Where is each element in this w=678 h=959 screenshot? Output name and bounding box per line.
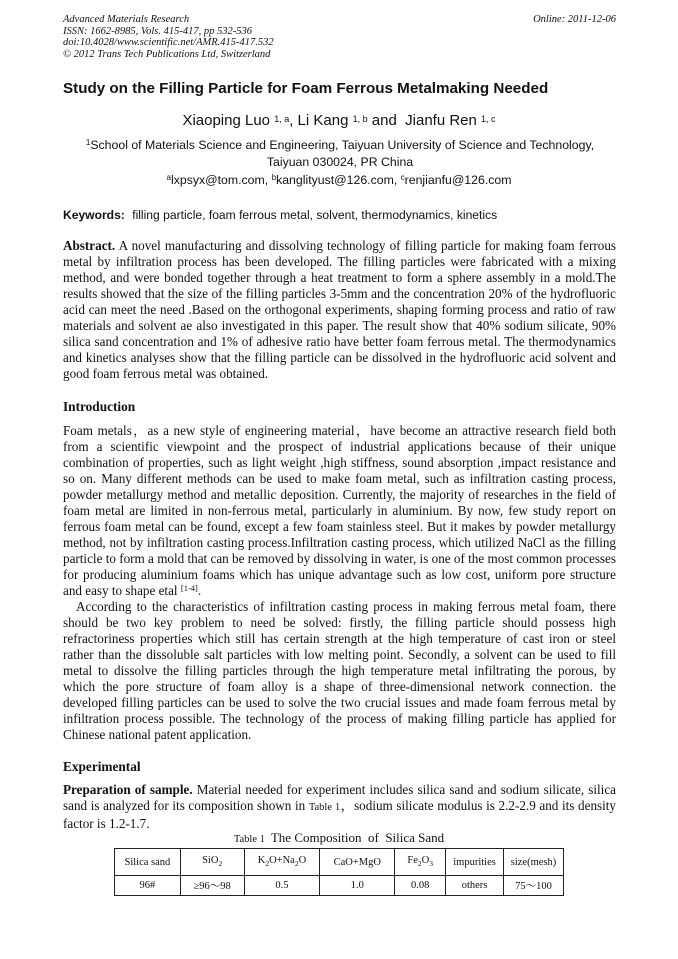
copyright-line: © 2012 Trans Tech Publications Ltd, Switzerland xyxy=(63,48,271,60)
table-reference[interactable]: Table 1 xyxy=(308,802,341,814)
preparation-text: Material needed for experiment includes silica sand and sodium silicate, silica sand is analyzed for its composition shown in xyxy=(63,782,616,814)
table-header-cell: size(mesh) xyxy=(504,849,564,876)
email-mark: c xyxy=(400,173,405,182)
author-name: Li Kang xyxy=(297,112,349,129)
email-separator: , xyxy=(393,173,401,187)
issn-line: ISSN: 1662-8985, Vols. 415-417, pp 532-536 xyxy=(63,25,252,37)
section-heading-experimental: Experimental xyxy=(63,759,141,774)
keywords xyxy=(63,208,616,222)
email-mark: b xyxy=(271,173,277,182)
author-separator: and xyxy=(367,112,406,129)
author-name: Jianfu Ren xyxy=(405,112,477,129)
keywords-label: Keywords: xyxy=(63,208,125,222)
table-number: Table 1 xyxy=(233,834,265,845)
table-cell: 1.0 xyxy=(320,876,395,896)
table-header-cell: impurities xyxy=(446,849,504,876)
affiliation xyxy=(80,138,600,170)
journal-header xyxy=(63,14,616,60)
sentence-end: . xyxy=(197,583,202,599)
affiliation-text: School of Materials Science and Engineering, Taiyuan University of Science and Technology, Taiyuan 030024, PR China xyxy=(90,138,595,169)
table-caption-text: The Composition of Silica Sand xyxy=(270,830,445,845)
email-mark: a xyxy=(166,173,171,182)
email-list xyxy=(0,173,678,187)
table-header-cell: Silica sand xyxy=(115,849,181,876)
table-header-cell-sio2: SiO$_2$ xyxy=(180,849,244,876)
author-name: Xiaoping Luo xyxy=(182,112,271,129)
table-cell: ≥96～98 xyxy=(180,876,244,896)
author-list xyxy=(0,112,678,129)
table-header-cell-fe2o3: $Fe_2O_3$ xyxy=(395,849,446,876)
citation-ref[interactable]: [1-4] xyxy=(180,583,198,594)
email-link[interactable]: renjianfu@126.com xyxy=(404,173,512,187)
author-affil-mark: 1, a xyxy=(274,114,290,124)
section-heading-introduction: Introduction xyxy=(63,399,136,414)
intro-paragraph-2: According to the characteristics of infiltration casting process in making ferrous metal foam, there should be two key problem to need be solved: firstly, the filling particle should possess high refractoriness properties which still has certain strength at the high temperature of cast iron or steel rather than the dissoluble salt particles with low melting point. Secondly, a solvent can be used to fill metal to dissolve the filling particles through the high temperature metal infiltrating the porous, by which the pore structure of foam alloy is a shape of three-dimensional network connection. the developed filling particles can be used to solve the two crucial issues and made foam ferrous metal by infiltration process possible. The technology of the process of making filling particle has applied for Chinese national patent application. xyxy=(63,599,616,743)
table-caption xyxy=(0,830,678,846)
doi-line: doi:10.4028/www.scientific.net/AMR.415-417.532 xyxy=(63,37,274,49)
paper-title: Study on the Filling Particle for Foam Ferrous Metalmaking Needed xyxy=(63,80,549,97)
abstract-label: Abstract. xyxy=(63,238,116,253)
table-cell: 96# xyxy=(115,876,181,896)
journal-name: Advanced Materials Research xyxy=(63,14,190,25)
author-affil-mark: 1, c xyxy=(481,114,496,124)
email-link[interactable]: lxpsyx@tom.com xyxy=(170,173,265,187)
table-row xyxy=(115,876,564,896)
abstract xyxy=(63,238,616,382)
email-link[interactable]: kanglityust@126.com xyxy=(276,173,394,187)
preparation-label: Preparation of sample. xyxy=(63,782,193,797)
table-header-cell-k2o-na2o: $K_2O+Na_2O$ xyxy=(244,849,320,876)
affiliation-mark: 1 xyxy=(85,138,91,147)
email-separator: , xyxy=(264,173,272,187)
online-date: Online: 2011-12-06 xyxy=(533,14,616,25)
table-cell: 0.5 xyxy=(244,876,320,896)
table-header-row xyxy=(115,849,564,876)
author-affil-mark: 1, b xyxy=(352,114,368,124)
abstract-text: A novel manufacturing and dissolving technology of filling particle for making foam ferrous metal by infiltration process has been developed. The filling particles were fabricated with a mixing method, and were bonded together through a heat treatment to form a sphere assembly in a mold.The results showed that the size of the filling particles 3-5mm and the concentration 20% of the hydrofluoric acid can meet the need .Based on the orthogonal experiments, shaping forming process and ratio of raw materials and solvent ae also investigated in this paper. The result show that 40% sodium silicate, 90% silica sand concentration and 1% of adhesive ratio have better foam ferrous metal. The thermodynamics and kinetics analyses show that the filling particle can be dissolved in the hydrofluoric acid solvent and good foam ferrous metal was obtained. xyxy=(63,238,617,382)
preparation-text: ，sodium silicate modulus is 2.2-2.9 and its density factor is 1.2-1.7. xyxy=(63,798,616,832)
table-cell: 0.08 xyxy=(395,876,446,896)
table-cell: 75～100 xyxy=(504,876,564,896)
author-separator: , xyxy=(289,112,298,129)
preparation-paragraph xyxy=(63,782,616,832)
intro-paragraph-1 xyxy=(63,423,616,601)
table-header-cell: CaO+MgO xyxy=(320,849,395,876)
composition-table xyxy=(114,848,564,896)
keywords-text: filling particle, foam ferrous metal, solvent, thermodynamics, kinetics xyxy=(132,208,498,222)
intro-paragraph-text: Foam metals，as a new style of engineering material，have become an attractive research field both from a scientific viewpoint and the prospect of industrial applications because of their unique combination of properties, such as light weight ,high stiffness, sound absorption ,impact resistance and so on. Many different methods can be used to make foam metal, such as infiltration casting process, powder metallurgy method and metallic deposition. Currently, the majority of researches in the field of foam metal are limited in non-ferrous metal, particularly in aluminium. By now, few study report on ferrous foam metal can be found, except a few foam stainless steel. But it makes by powder metallurgy method, not by infiltration casting process.Infiltration casting process, which utilized NaCl as the filling particle to form a mold that can be removed by dissolving in water, is one of the most common processes for producing aluminium foams which has unique advantage such as low cost, uniform pore structure and easy to shape etal xyxy=(63,423,616,599)
table-cell: others xyxy=(446,876,504,896)
